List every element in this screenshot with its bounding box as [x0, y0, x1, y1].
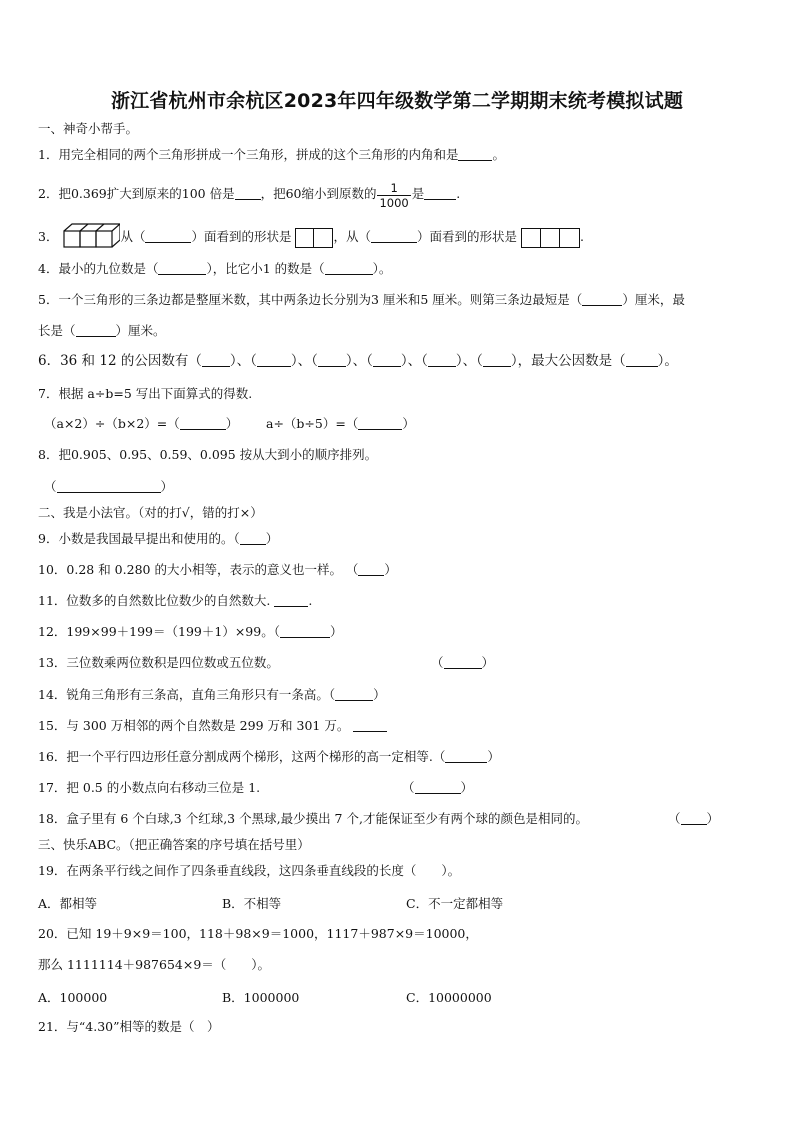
- q17-open: （: [402, 780, 415, 795]
- q11-tail: .: [308, 593, 313, 608]
- q7-expr-2-text: a÷（b÷5）=（: [266, 416, 359, 431]
- q12-close: ）: [329, 624, 343, 639]
- q7-expr-2-end: ）: [402, 416, 415, 431]
- question-1: [38, 146, 505, 164]
- q7-blank-1[interactable]: [180, 417, 226, 430]
- q15-blank[interactable]: [353, 719, 387, 732]
- q6-sep-4: ）、（: [400, 353, 428, 369]
- question-8: 8．把0.905、0.95、0.59、0.095 按从大到小的顺序排列。: [38, 447, 378, 462]
- q3-blank-2[interactable]: [371, 230, 417, 243]
- q10-blank[interactable]: [358, 563, 384, 576]
- q5-text-d: ）厘米。: [115, 323, 166, 338]
- question-4: [38, 260, 391, 278]
- three-square-view-figure: [521, 228, 580, 248]
- question-6: [38, 352, 678, 370]
- q16-blank[interactable]: [445, 750, 487, 763]
- q15-text: 15．与 300 万相邻的两个自然数是 299 万和 301 万。: [38, 718, 350, 733]
- q2-fraction: [377, 181, 410, 210]
- q3-text-a: 从（: [120, 229, 146, 244]
- q8-open-paren: （: [44, 479, 57, 494]
- question-5-line-2: [38, 322, 166, 340]
- q2-blank-2[interactable]: [424, 187, 456, 200]
- question-18: 18．盒子里有 6 个白球,3 个红球,3 个黑球,最少摸出 7 个,才能保证至少有两个球的颜色是相同的。: [38, 811, 588, 826]
- q14-close: ）: [373, 687, 386, 702]
- q9-text: 9．小数是我国最早提出和使用的。（: [38, 531, 240, 546]
- q5-text-a: 5．一个三角形的三条边都是整厘米数，其中两条边长分别为3 厘米和5 厘米。则第三条边最短是（: [38, 292, 583, 307]
- q6-blank-3[interactable]: [318, 354, 346, 367]
- q2-text-b: ，把60缩小到原数的: [260, 186, 377, 201]
- q2-blank-1[interactable]: [235, 187, 261, 200]
- question-2: [38, 181, 460, 210]
- q5-blank-2[interactable]: [76, 324, 116, 337]
- cube-stack-figure: [62, 223, 120, 249]
- question-7-expr-2: [266, 415, 415, 433]
- section-1-heading: 一、神奇小帮手。: [38, 121, 139, 136]
- q12-text: 12．199×99＋199＝（199＋1）×99。（: [38, 624, 280, 639]
- question-17-answer: [402, 779, 473, 797]
- q5-text-c: 长是（: [38, 323, 76, 338]
- question-19: 19．在两条平行线之间作了四条垂直线段，这四条垂直线段的长度（ ）。: [38, 863, 461, 878]
- section-3-heading: 三、快乐ABC。（把正确答案的序号填在括号里）: [38, 837, 310, 852]
- q6-blank-7[interactable]: [626, 354, 658, 367]
- q5-text-b: ）厘米，最: [622, 292, 685, 307]
- question-12: [38, 623, 342, 641]
- q6-blank-4[interactable]: [373, 354, 401, 367]
- q10-text: 10．0.28 和 0.280 的大小相等，表示的意义也一样。 （: [38, 562, 359, 577]
- q5-blank-1[interactable]: [582, 293, 622, 306]
- q4-blank-2[interactable]: [325, 262, 373, 275]
- q6-sep-2: ）、（: [290, 353, 318, 369]
- question-15: [38, 717, 387, 735]
- q8-close-paren: ）: [160, 479, 174, 494]
- question-7: 7．根据 a÷b=5 写出下面算式的得数.: [38, 386, 253, 401]
- page-title: 浙江省杭州市余杭区2023年四年级数学第二学期期末统考模拟试题: [110, 90, 684, 112]
- q6-text-a: 6．36 和 12 的公因数有（: [38, 353, 202, 369]
- q20-option-c[interactable]: C．10000000: [406, 990, 492, 1005]
- q20-option-b[interactable]: B．1000000: [222, 990, 300, 1005]
- q17-blank[interactable]: [415, 781, 461, 794]
- question-16: [38, 748, 500, 766]
- q6-blank-1[interactable]: [202, 354, 230, 367]
- q18-open: （: [668, 811, 681, 826]
- question-10: [38, 561, 397, 579]
- question-18-answer: [668, 810, 719, 828]
- q6-blank-5[interactable]: [428, 354, 456, 367]
- q14-blank[interactable]: [335, 688, 373, 701]
- q7-blank-2[interactable]: [358, 417, 402, 430]
- q17-close: ）: [460, 780, 474, 795]
- q2-fraction-denominator: 1000: [379, 196, 409, 210]
- question-21: 21．与“4.30”相等的数是（ ）: [38, 1019, 220, 1034]
- question-8-answer: [44, 478, 173, 496]
- q16-close: ）: [487, 749, 500, 764]
- q3-number: 3．: [38, 229, 59, 244]
- q4-text-a: 4．最小的九位数是（: [38, 261, 159, 276]
- q13-close: ）: [481, 655, 495, 670]
- q14-text: 14．锐角三角形有三条高，直角三角形只有一条高。（: [38, 687, 336, 702]
- question-13-answer: [431, 654, 494, 672]
- q3-blank-1[interactable]: [145, 230, 191, 243]
- q20-option-a[interactable]: A．100000: [38, 990, 108, 1005]
- q2-text-c: 是: [411, 186, 425, 201]
- q4-text-c: ）。: [372, 261, 392, 276]
- q10-close: ）: [384, 562, 397, 577]
- q18-close: ）: [706, 811, 720, 826]
- q19-option-a[interactable]: A．都相等: [38, 896, 98, 911]
- q1-tail: 。: [492, 147, 505, 162]
- question-7-expr-1: [44, 415, 238, 433]
- question-17: 17．把 0.5 的小数点向右移动三位是 1.: [38, 780, 261, 795]
- q13-blank[interactable]: [444, 656, 482, 669]
- q2-fraction-numerator: 1: [377, 181, 410, 196]
- q6-text-b: ），最大公因数是（: [510, 353, 626, 369]
- q6-sep-1: ）、（: [229, 353, 257, 369]
- q6-text-c: ）。: [657, 353, 678, 369]
- q11-blank[interactable]: [274, 594, 308, 607]
- q19-option-b[interactable]: B．不相等: [222, 896, 282, 911]
- q1-answer-blank[interactable]: [458, 148, 492, 161]
- q6-sep-3: ）、（: [345, 353, 373, 369]
- question-20-line-2: 那么 1111114＋987654×9＝（ ）。: [38, 957, 271, 972]
- q3-text-e: .: [579, 229, 584, 244]
- q6-blank-6[interactable]: [483, 354, 511, 367]
- q18-blank[interactable]: [681, 812, 707, 825]
- q3-text-b: ）面看到的形状是: [191, 229, 292, 244]
- q9-blank[interactable]: [240, 532, 266, 545]
- question-13: 13．三位数乘两位数积是四位数或五位数。: [38, 655, 279, 670]
- q3-text-c: ，从（: [333, 229, 371, 244]
- q6-blank-2[interactable]: [257, 354, 291, 367]
- q2-text-d: .: [456, 186, 461, 201]
- q8-blank[interactable]: [57, 480, 161, 493]
- question-5-line-1: [38, 291, 685, 309]
- q11-text: 11．位数多的自然数比位数少的自然数大.: [38, 593, 271, 608]
- q4-text-b: ），比它小1 的数是（: [206, 261, 325, 276]
- q3-text-d: ）面看到的形状是: [416, 229, 517, 244]
- question-9: [38, 530, 278, 548]
- q1-text: 1．用完全相同的两个三角形拼成一个三角形，拼成的这个三角形的内角和是: [38, 147, 459, 162]
- q19-option-c[interactable]: C．不一定都相等: [406, 896, 504, 911]
- section-2-heading: 二、我是小法官。（对的打√，错的打×）: [38, 505, 263, 520]
- q12-blank[interactable]: [280, 625, 330, 638]
- q7-expr-1-text: （a×2）÷（b×2）=（: [44, 416, 180, 431]
- q16-text: 16．把一个平行四边形任意分割成两个梯形，这两个梯形的高一定相等.（: [38, 749, 446, 764]
- two-square-view-figure: [295, 228, 333, 248]
- q4-blank-1[interactable]: [158, 262, 206, 275]
- question-14: [38, 686, 386, 704]
- q2-text-a: 2．把0.369扩大到原来的100 倍是: [38, 186, 235, 201]
- q13-open: （: [431, 655, 444, 670]
- question-20-line-1: 20．已知 19＋9×9＝100，118＋98×9＝1000，1117＋987×9＝10000，: [38, 926, 478, 941]
- question-3: [38, 223, 584, 249]
- q7-expr-1-end: ）: [225, 416, 239, 431]
- q6-sep-5: ）、（: [455, 353, 483, 369]
- q9-close: ）: [265, 531, 279, 546]
- question-11: [38, 592, 312, 610]
